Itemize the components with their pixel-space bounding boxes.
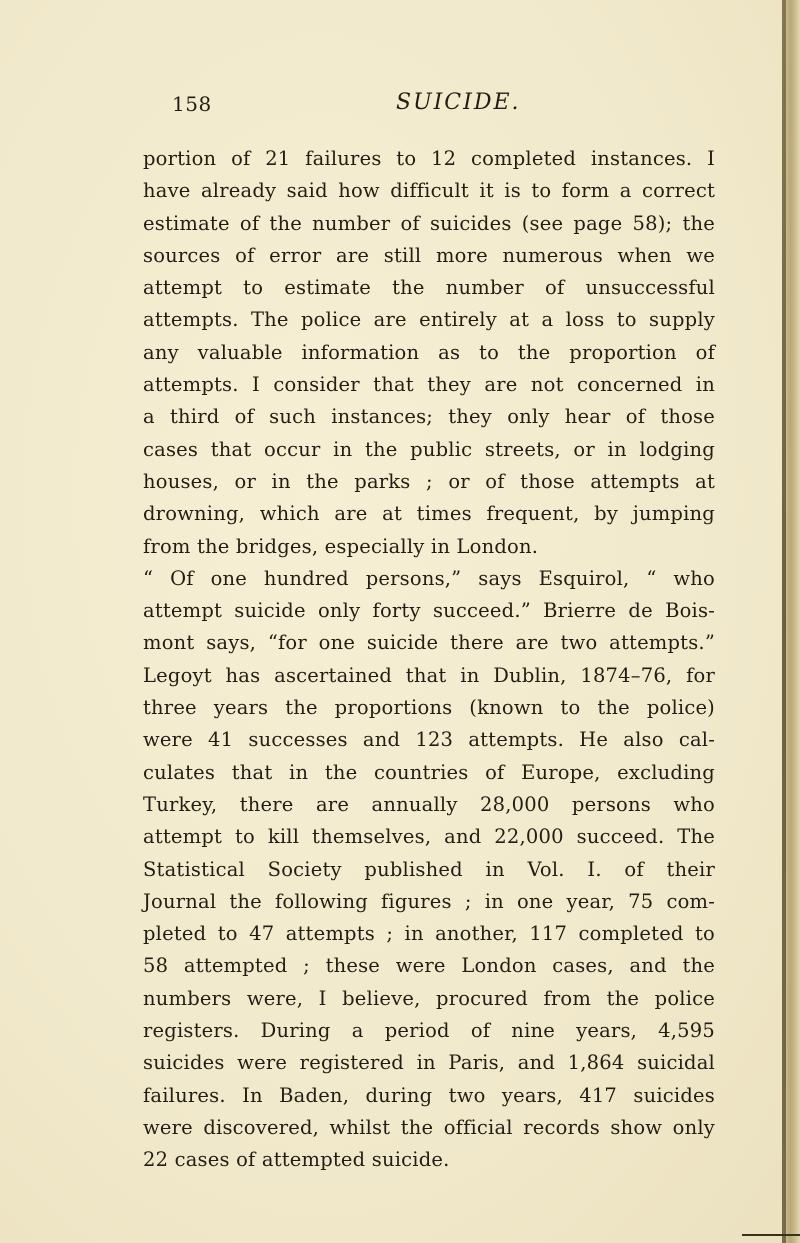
text-line: 58 attempted ; these were London cases, and the bbox=[143, 954, 715, 978]
text-line: have already said how difficult it is to form a correct bbox=[143, 179, 715, 203]
text-line: houses, or in the parks ; or of those attempts at bbox=[143, 469, 715, 493]
text-line: registers. During a period of nine years, 4,595 bbox=[143, 1019, 715, 1043]
text-line: drowning, which are at times frequent, by jumping bbox=[143, 502, 715, 526]
text-line: “ Of one hundred persons,” says Esquirol, “ who bbox=[143, 566, 715, 590]
page-binding-shadow bbox=[782, 0, 786, 1243]
text-line: Statistical Society published in Vol. I. of their bbox=[143, 857, 715, 881]
text-line: Journal the following figures ; in one year, 75 com- bbox=[143, 889, 715, 913]
page-number: 158 bbox=[172, 92, 212, 116]
text-line: attempt suicide only forty succeed.” Brierre de Bois- bbox=[143, 599, 715, 623]
text-line: from the bridges, especially in London. bbox=[143, 534, 539, 558]
text-line: were 41 successes and 123 attempts. He also cal- bbox=[143, 728, 715, 752]
text-line: Legoyt has ascertained that in Dublin, 1874–76, for bbox=[143, 663, 715, 687]
text-line: cases that occur in the public streets, or in lodging bbox=[143, 437, 715, 461]
running-head bbox=[140, 92, 780, 122]
text-line: culates that in the countries of Europe, excluding bbox=[143, 760, 715, 784]
body-text bbox=[143, 143, 715, 1177]
text-line: mont says, “for one suicide there are two attempts.” bbox=[143, 631, 715, 655]
text-line: estimate of the number of suicides (see page 58); the bbox=[143, 211, 715, 235]
text-line: failures. In Baden, during two years, 417 suicides bbox=[143, 1083, 715, 1107]
text-line: were discovered, whilst the official records show only bbox=[143, 1115, 715, 1139]
text-line: numbers were, I believe, procured from the police bbox=[143, 986, 715, 1010]
text-line: attempt to kill themselves, and 22,000 succeed. The bbox=[143, 825, 715, 849]
text-line: pleted to 47 attempts ; in another, 117 completed to bbox=[143, 922, 715, 946]
text-line: sources of error are still more numerous when we bbox=[143, 243, 715, 267]
text-line: attempts. I consider that they are not concerned in bbox=[143, 373, 715, 397]
text-line: attempt to estimate the number of unsuccessful bbox=[143, 276, 715, 300]
text-line: any valuable information as to the proportion of bbox=[143, 340, 715, 364]
text-line: 22 cases of attempted suicide. bbox=[143, 1148, 450, 1172]
text-line: attempts. The police are entirely at a loss to supply bbox=[143, 308, 715, 332]
text-line: Turkey, there are annually 28,000 persons who bbox=[143, 792, 715, 816]
text-line: a third of such instances; they only hear of those bbox=[143, 405, 715, 429]
text-line: three years the proportions (known to the police) bbox=[143, 696, 715, 720]
text-line: suicides were registered in Paris, and 1,864 suicidal bbox=[143, 1051, 715, 1075]
page-edge-line bbox=[742, 1234, 800, 1236]
running-title: SUICIDE. bbox=[396, 90, 521, 115]
text-line: portion of 21 failures to 12 completed instances. I bbox=[143, 147, 715, 170]
